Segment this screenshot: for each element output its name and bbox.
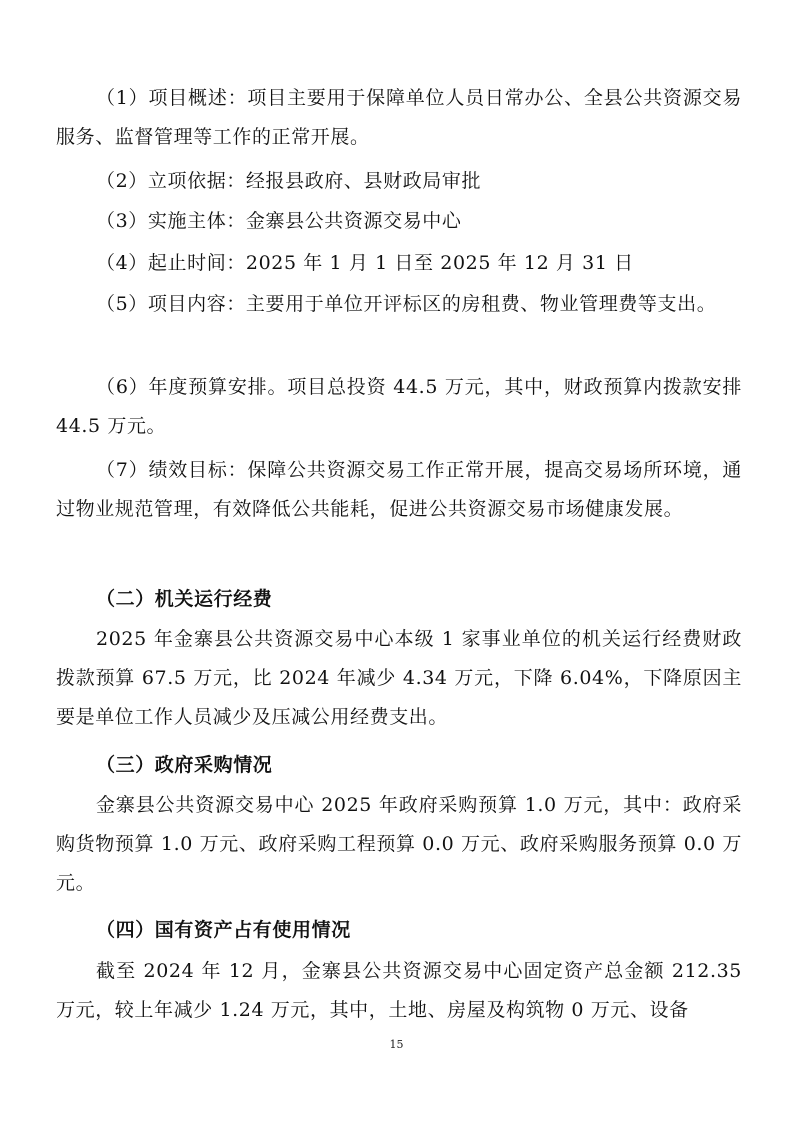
paragraph-text: （7）绩效目标：保障公共资源交易工作正常开展，提高交易场所环境，通过物业规范管理，有效降低公共能耗，促进公共资源交易市场健康发展。 [56,459,742,520]
page-number: 15 [389,1038,404,1051]
paragraph-project-basis [56,162,742,201]
paragraph-text: （5）项目内容：主要用于单位开评标区的房租费、物业管理费等支出。 [96,293,717,315]
paragraph-text: 2025 年金寨县公共资源交易中心本级 1 家事业单位的机关运行经费财政拨款预算 67.5 万元，比 2024 年减少 4.34 万元，下降 6.04%，下降原因主要是单位工作人员减少及压减公用经费支出。 [56,628,742,728]
paragraph-text: （3）实施主体：金寨县公共资源交易中心 [96,210,462,232]
paragraph-state-assets [56,952,742,1030]
paragraph-text: 金寨县公共资源交易中心 2025 年政府采购预算 1.0 万元，其中：政府采购货物预算 1.0 万元、政府采购工程预算 0.0 万元、政府采购服务预算 0.0 万元。 [56,794,742,894]
paragraph-text: （4）起止时间：2025 年 1 月 1 日至 2025 年 12 月 31 日 [96,252,634,274]
paragraph-project-overview [56,79,742,157]
paragraph-annual-budget [56,368,742,446]
section-heading-operating-costs [56,580,742,619]
paragraph-time-span [56,244,742,283]
paragraph-text: （6）年度预算安排。项目总投资 44.5 万元，其中，财政预算内拨款安排 44.5 万元。 [56,376,742,437]
section-heading: （二）机关运行经费 [96,588,273,610]
paragraph-implementing-body [56,202,742,241]
paragraph-procurement [56,786,742,903]
section-heading: （四）国有资产占有使用情况 [96,919,351,941]
section-heading-procurement [56,746,742,785]
paragraph-operating-costs [56,620,742,737]
paragraph-text: 截至 2024 年 12 月，金寨县公共资源交易中心固定资产总金额 212.35 万元，较上年减少 1.24 万元，其中，土地、房屋及构筑物 0 万元、设备 [56,960,742,1021]
section-heading-state-assets [56,911,742,950]
section-heading: （三）政府采购情况 [96,754,273,776]
paragraph-text: （2）立项依据：经报县政府、县财政局审批 [96,170,482,192]
paragraph-project-content [56,285,742,324]
paragraph-performance-goal [56,451,742,529]
paragraph-text: （1）项目概述：项目主要用于保障单位人员日常办公、全县公共资源交易服务、监督管理等工作的正常开展。 [56,87,742,148]
